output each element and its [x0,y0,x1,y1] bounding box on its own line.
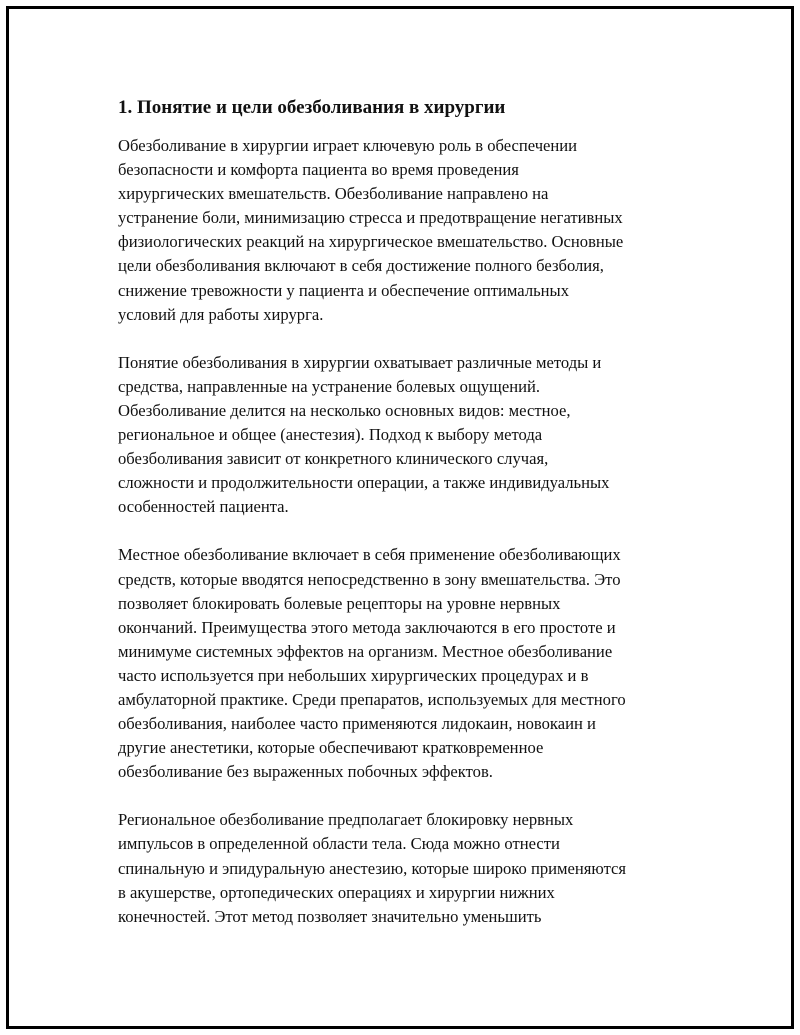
text-line: обезболивания, наиболее часто применяются лидокаин, новокаин и [118,714,596,734]
text-line: цели обезболивания включают в себя достижение полного безболия, [118,256,604,276]
text-line: позволяет блокировать болевые рецепторы на уровне нервных [118,593,561,613]
document-body [118,96,693,953]
text-line: Обезболивание в хирургии играет ключевую роль в обеспечении [118,136,578,155]
text-line: Региональное обезболивание предполагает блокировку нервных [118,810,574,830]
text-line: средств, которые вводятся непосредственно в зону вмешательства. Это [118,569,621,589]
text-line: спинальную и эпидуральную анестезию, которые широко применяются [118,858,627,878]
text-line: в акушерстве, ортопедических операциях и хирургии нижних [118,882,555,902]
text-line: окончаний. Преимущества этого метода заключаются в его простоте и [118,617,616,637]
text-line: средства, направленные на устранение болевых ощущений. [118,376,540,396]
text-line: снижение тревожности у пациента и обеспечение оптимальных [118,280,569,300]
text-line: обезболивание без выраженных побочных эффектов. [118,762,493,782]
text-line: условий для работы хирурга. [118,304,324,324]
text-line: сложности и продолжительности операции, а также индивидуальных [118,473,610,493]
paragraph-local-anesthesia [118,543,693,784]
text-line: особенностей пациента. [118,497,289,517]
text-line: региональное и общее (анестезия). Подход к выбору метода [118,425,543,445]
text-line: безопасности и комфорта пациента во время проведения [118,160,519,180]
paragraph-concept [118,351,693,520]
text-line: устранение боли, минимизацию стресса и предотвращение негативных [118,208,623,228]
paragraph-regional-anesthesia [118,808,693,928]
text-line: Местное обезболивание включает в себя применение обезболивающих [118,545,621,565]
text-line: часто используется при небольших хирургических процедурах и в [118,665,589,685]
text-line: хирургических вмешательств. Обезболивание направлено на [118,184,549,204]
text-line: минимуме системных эффектов на организм. Местное обезболивание [118,641,613,661]
text-line: импульсов в определенной области тела. Сюда можно отнести [118,834,560,854]
paragraph-goals [118,134,693,327]
text-line: другие анестетики, которые обеспечивают кратковременное [118,738,544,758]
text-line: физиологических реакций на хирургическое вмешательство. Основные [118,232,624,252]
text-line: Обезболивание делится на несколько основных видов: местное, [118,400,571,420]
text-line: Понятие обезболивания в хирургии охватывает различные методы и [118,352,602,372]
text-line: конечностей. Этот метод позволяет значительно уменьшить [118,906,542,926]
text-line: обезболивания зависит от конкретного клинического случая, [118,449,549,469]
text-line: амбулаторной практике. Среди препаратов, используемых для местного [118,689,626,709]
section-heading: 1. Понятие и цели обезболивания в хирургии [118,97,506,118]
